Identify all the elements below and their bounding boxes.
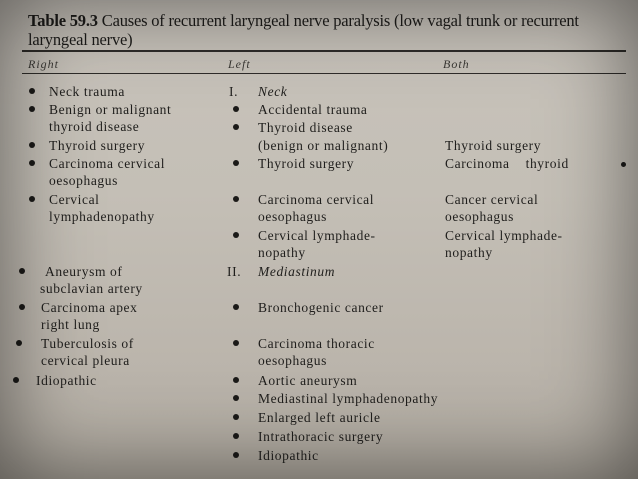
column-header-both: Both <box>443 57 470 71</box>
bullet <box>233 452 239 458</box>
bullet <box>29 88 35 94</box>
bullet <box>233 304 239 310</box>
section-heading: Mediastinum <box>258 264 336 279</box>
right-item: subclavian artery <box>40 281 143 296</box>
right-item: Idiopathic <box>36 373 97 388</box>
bullet <box>233 124 239 130</box>
right-item: oesophagus <box>49 173 118 188</box>
left-item: oesophagus <box>258 353 327 368</box>
left-item: oesophagus <box>258 209 327 224</box>
both-item: oesophagus <box>445 209 514 224</box>
column-header-right: Right <box>28 57 59 71</box>
left-item: Thyroid disease <box>258 120 353 135</box>
right-item: cervical pleura <box>41 353 130 368</box>
table-caption: Causes of recurrent laryngeal nerve paralysis (low vagal trunk or recurrent laryngeal nerve) <box>28 11 579 49</box>
right-item: Carcinoma cervical <box>49 156 166 171</box>
left-item: Carcinoma thoracic <box>258 336 375 351</box>
both-item: Cervical lymphade- <box>445 228 563 243</box>
right-item: Tuberculosis of <box>41 336 134 351</box>
left-item: nopathy <box>258 245 306 260</box>
right-item: Benign or malignant <box>49 102 172 117</box>
left-item: Cervical lymphade- <box>258 228 376 243</box>
bullet <box>233 395 239 401</box>
left-item: Accidental trauma <box>258 102 368 117</box>
bullet <box>29 106 35 112</box>
bullet <box>233 106 239 112</box>
bullet <box>16 340 22 346</box>
right-item: Neck trauma <box>49 84 125 99</box>
right-item: right lung <box>41 317 100 332</box>
bullet <box>19 304 25 310</box>
table-number: Table 59.3 <box>28 11 98 30</box>
bullet <box>13 377 19 383</box>
left-item: Bronchogenic cancer <box>258 300 384 315</box>
bullet <box>233 232 239 238</box>
section-numeral: II. <box>227 264 242 279</box>
top-rule <box>22 50 626 52</box>
bullet <box>233 160 239 166</box>
both-item: Carcinoma thyroid <box>445 156 569 171</box>
bullet <box>621 162 626 167</box>
right-item: Aneurysm of <box>45 264 123 279</box>
right-item: Thyroid surgery <box>49 138 146 153</box>
left-item: (benign or malignant) <box>258 138 389 153</box>
bullet <box>233 196 239 202</box>
bullet <box>29 196 35 202</box>
bullet <box>19 268 25 274</box>
table-title <box>28 11 628 49</box>
bullet <box>233 414 239 420</box>
right-item: lymphadenopathy <box>49 209 155 224</box>
both-item: nopathy <box>445 245 493 260</box>
left-item: Aortic aneurysm <box>258 373 358 388</box>
left-item: Enlarged left auricle <box>258 410 381 425</box>
left-item: Idiopathic <box>258 448 319 463</box>
left-item: Mediastinal lymphadenopathy <box>258 391 439 406</box>
bullet <box>29 160 35 166</box>
section-numeral: I. <box>229 84 239 99</box>
left-item: Carcinoma cervical <box>258 192 375 207</box>
both-item: Thyroid surgery <box>445 138 542 153</box>
bullet <box>29 142 35 148</box>
left-item: Thyroid surgery <box>258 156 355 171</box>
column-header-left: Left <box>228 57 251 71</box>
right-item: Carcinoma apex <box>41 300 138 315</box>
right-item: Cervical <box>49 192 100 207</box>
right-item: thyroid disease <box>49 119 140 134</box>
section-heading: Neck <box>258 84 288 99</box>
bullet <box>233 433 239 439</box>
bullet <box>233 377 239 383</box>
left-item: Intrathoracic surgery <box>258 429 384 444</box>
header-rule <box>22 73 626 74</box>
bullet <box>233 340 239 346</box>
both-item: Cancer cervical <box>445 192 539 207</box>
